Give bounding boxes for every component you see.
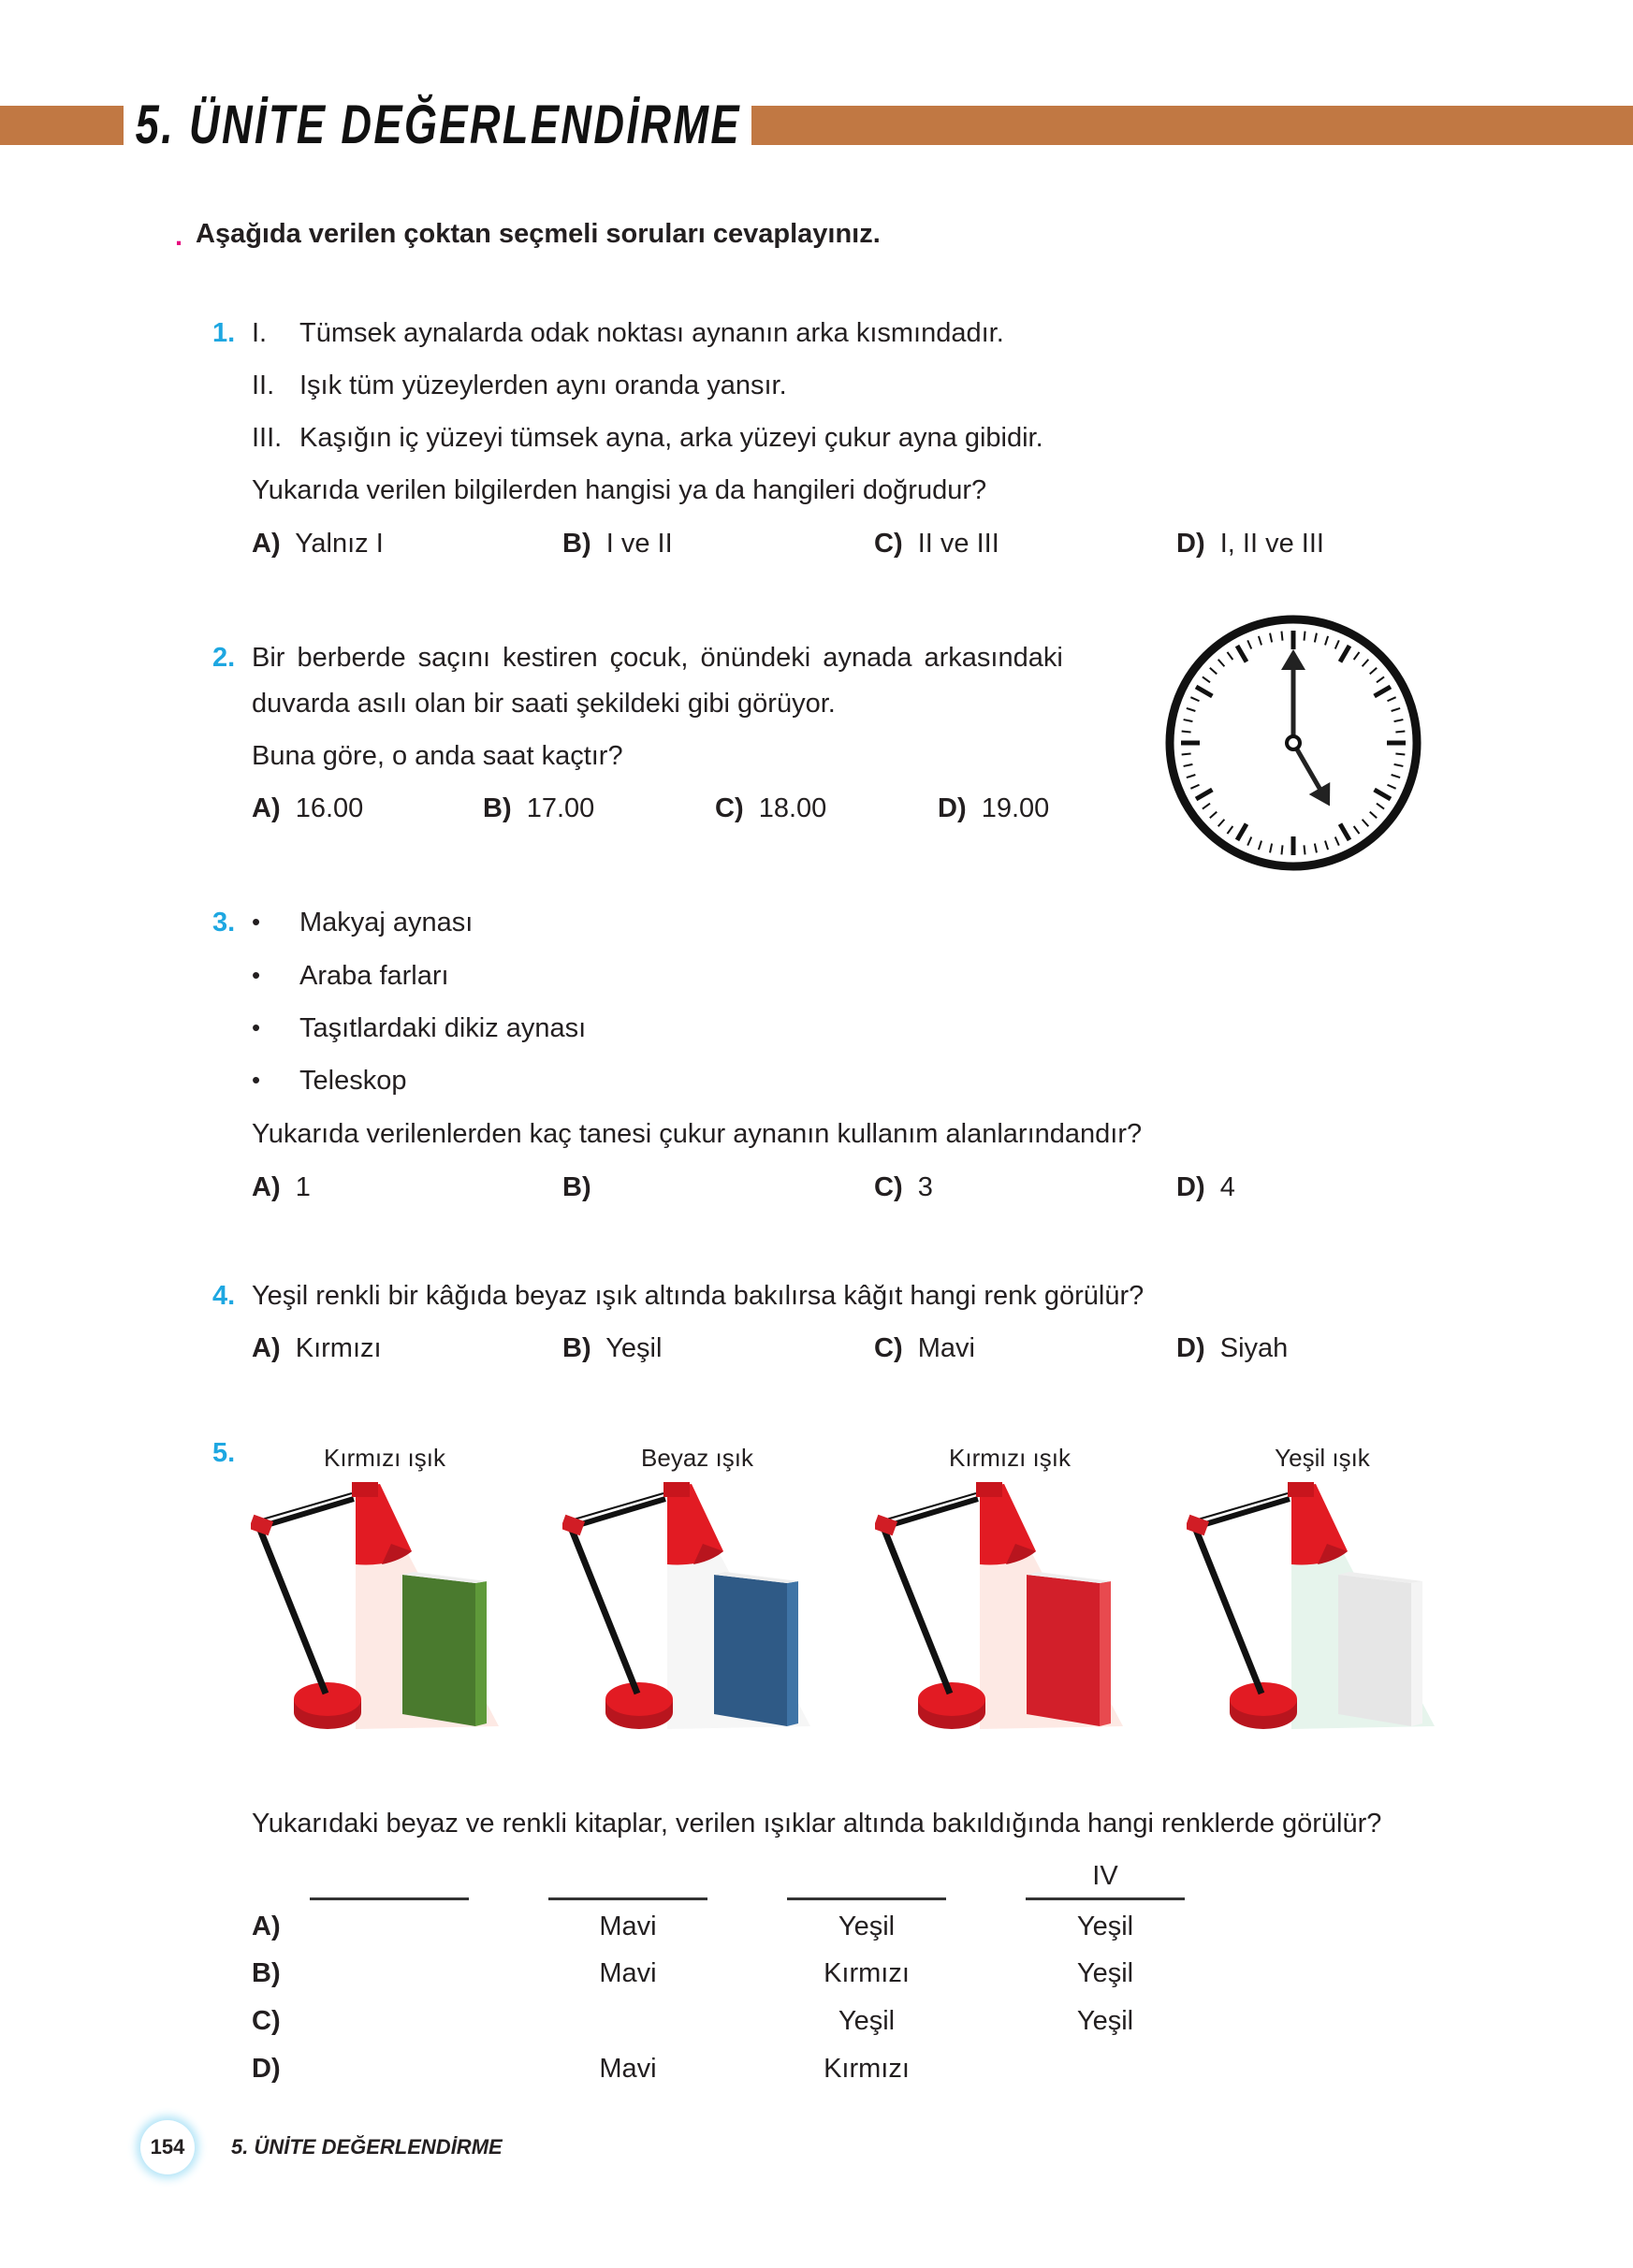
option-text: II ve III	[917, 529, 999, 559]
option-letter: D)	[1176, 1333, 1205, 1363]
list-item: Taşıtlardaki dikiz aynası	[299, 1013, 587, 1043]
page-number: 154	[140, 2120, 195, 2174]
table-cell: Yeşil	[838, 2006, 896, 2036]
lamp-and-book-3	[875, 1478, 1156, 1740]
option-c[interactable]	[874, 528, 999, 560]
question-number: 3.	[212, 908, 236, 938]
minute-tick	[1395, 731, 1405, 732]
option-letter: B)	[483, 793, 512, 823]
question-number: 5.	[212, 1438, 236, 1468]
option-a[interactable]	[252, 1332, 382, 1364]
option-a[interactable]	[252, 528, 384, 560]
option-b[interactable]	[562, 1332, 662, 1364]
list-item: Araba farları	[299, 961, 449, 991]
table-cell: Kırmızı	[824, 1958, 910, 1988]
header-bar-right	[685, 106, 1633, 145]
lamp-and-book-2	[562, 1478, 843, 1740]
option-letter: D)	[1176, 529, 1205, 559]
table-header: IV	[1092, 1861, 1118, 1891]
lamp-label-2: Beyaz ışık	[641, 1444, 753, 1472]
option-letter: C)	[715, 793, 744, 823]
option-letter: B)	[562, 529, 591, 559]
option-letter: C)	[874, 1172, 903, 1202]
option-d[interactable]	[1176, 528, 1324, 560]
list-item: Makyaj aynası	[299, 908, 474, 938]
lamp-label-3: Kırmızı ışık	[949, 1444, 1071, 1472]
option-a[interactable]	[252, 792, 363, 824]
bullet: •	[252, 1066, 261, 1094]
statement-label: I.	[252, 318, 268, 348]
option-letter: C)	[252, 2006, 281, 2036]
clock-illustration	[1162, 612, 1424, 874]
option-text: 18.00	[758, 793, 827, 823]
table-cell: Yeşil	[1076, 1958, 1134, 1988]
minute-tick	[1182, 731, 1191, 732]
statement-text: Işık tüm yüzeylerden aynı oranda yansır.	[299, 371, 787, 400]
statement-label: II.	[252, 371, 275, 400]
option-letter: D)	[252, 2054, 281, 2084]
bullet: •	[252, 961, 261, 989]
option-text: I, II ve III	[1219, 529, 1324, 559]
statement-label: III.	[252, 423, 283, 453]
question-line: Bir berberde saçını kestiren çocuk, önündeki aynada arkasındaki	[252, 643, 1063, 673]
lamp-label-4: Yeşil ışık	[1275, 1444, 1370, 1472]
minute-tick	[1281, 632, 1282, 641]
option-text: I ve II	[605, 529, 673, 559]
option-text: Yeşil	[605, 1333, 663, 1363]
option-c[interactable]	[715, 792, 826, 824]
option-letter: A)	[252, 793, 281, 823]
minute-tick	[1304, 845, 1305, 854]
minute-tick	[1395, 753, 1405, 754]
header-rule	[548, 1897, 707, 1900]
option-letter: D)	[1176, 1172, 1205, 1202]
footer-title: 5. ÜNİTE DEĞERLENDİRME	[231, 2135, 503, 2159]
option-d[interactable]	[1176, 1171, 1235, 1203]
option-b[interactable]	[562, 1171, 599, 1203]
header-rule	[787, 1897, 946, 1900]
option-d[interactable]	[1176, 1332, 1288, 1364]
option-b[interactable]	[562, 528, 673, 560]
book-icon	[1338, 1572, 1422, 1726]
option-text: 17.00	[526, 793, 595, 823]
lamp-and-book-4	[1187, 1478, 1467, 1740]
option-text: Yalnız I	[295, 529, 384, 559]
table-cell: Mavi	[599, 1958, 657, 1988]
option-d[interactable]	[938, 792, 1049, 824]
header-rule	[1026, 1897, 1185, 1900]
option-text: 3	[917, 1172, 933, 1202]
minute-tick	[1281, 845, 1282, 854]
lamp-label-1: Kırmızı ışık	[324, 1444, 445, 1472]
clock-center	[1287, 736, 1300, 749]
table-cell: Mavi	[599, 1912, 657, 1941]
option-text: Siyah	[1219, 1333, 1289, 1363]
option-letter: A)	[252, 1912, 281, 1941]
instruction-bullet: .	[175, 222, 183, 252]
option-c[interactable]	[874, 1171, 933, 1203]
option-text: Mavi	[917, 1333, 975, 1363]
bullet: •	[252, 908, 261, 936]
option-letter: B)	[562, 1172, 591, 1202]
question-number: 2.	[212, 643, 236, 673]
table-cell: Mavi	[599, 2054, 657, 2084]
book-icon	[1027, 1572, 1111, 1726]
book-icon	[402, 1572, 487, 1726]
option-c[interactable]	[874, 1332, 975, 1364]
option-text: 16.00	[295, 793, 364, 823]
option-text: Kırmızı	[295, 1333, 382, 1363]
header-rule	[310, 1897, 469, 1900]
table-cell: Kırmızı	[824, 2054, 910, 2084]
option-letter: C)	[874, 529, 903, 559]
option-b[interactable]	[483, 792, 594, 824]
question-line: duvarda asılı olan bir saati şekildeki gibi görüyor.	[252, 689, 836, 719]
header-bar-left	[0, 106, 124, 145]
option-letter: C)	[874, 1333, 903, 1363]
question-prompt: Yukarıda verilenlerden kaç tanesi çukur aynanın kullanım alanlarındandır?	[252, 1119, 1143, 1149]
list-item: Teleskop	[299, 1066, 407, 1096]
option-letter: D)	[938, 793, 967, 823]
option-text: 19.00	[981, 793, 1050, 823]
book-icon	[714, 1572, 798, 1726]
option-text: 4	[1219, 1172, 1235, 1202]
table-cell: Yeşil	[1076, 2006, 1134, 2036]
option-text: 1	[295, 1172, 311, 1202]
minute-tick	[1304, 632, 1305, 641]
minute-tick	[1182, 753, 1191, 754]
question-prompt: Yukarıda verilen bilgilerden hangisi ya da hangileri doğrudur?	[252, 475, 987, 505]
question-number: 1.	[212, 318, 236, 348]
option-letter: B)	[252, 1958, 281, 1988]
table-cell: Yeşil	[1076, 1912, 1134, 1941]
statement-text: Tümsek aynalarda odak noktası aynanın arka kısmındadır.	[299, 318, 1004, 348]
table-cell: Yeşil	[838, 1912, 896, 1941]
statement-text: Kaşığın iç yüzeyi tümsek ayna, arka yüzeyi çukur ayna gibidir.	[299, 423, 1043, 453]
bullet: •	[252, 1013, 261, 1041]
option-letter: A)	[252, 1333, 281, 1363]
lamp-and-book-1	[251, 1478, 532, 1740]
option-a[interactable]	[252, 1171, 311, 1203]
question-prompt: Buna göre, o anda saat kaçtır?	[252, 741, 623, 771]
question-prompt: Yukarıdaki beyaz ve renkli kitaplar, verilen ışıklar altında bakıldığında hangi renklerde görülür?	[252, 1809, 1382, 1839]
question-number: 4.	[212, 1281, 236, 1311]
option-letter: B)	[562, 1333, 591, 1363]
question-prompt: Yeşil renkli bir kâğıda beyaz ışık altında bakılırsa kâğıt hangi renk görülür?	[252, 1281, 1145, 1311]
option-letter: A)	[252, 1172, 281, 1202]
instruction-text: Aşağıda verilen çoktan seçmeli soruları cevaplayınız.	[196, 219, 881, 249]
option-letter: A)	[252, 529, 281, 559]
page-title: 5. ÜNİTE DEĞERLENDİRME	[131, 94, 751, 156]
